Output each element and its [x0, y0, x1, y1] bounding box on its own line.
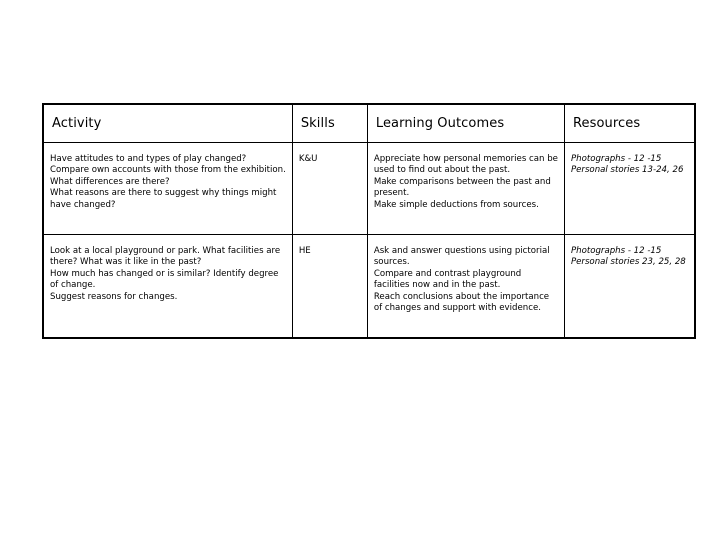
text-line: Compare own accounts with those from the exhibition.: [50, 165, 286, 176]
text-line: Ask and answer questions using pictorial: [373, 246, 550, 256]
header-skills-cell: [292, 104, 367, 143]
header-learning-outcomes: Learning Outcomes: [375, 116, 505, 131]
table-row: [43, 235, 695, 339]
row1-activity-cell: [43, 143, 292, 235]
text-line: Personal stories 13-24, 26: [570, 165, 684, 176]
row2-resources: [565, 235, 695, 269]
text-line: facilities now and in the past.: [373, 280, 501, 291]
text-line: used to find out about the past.: [373, 165, 511, 176]
row1-outcomes-cell: [367, 143, 564, 235]
row1-resources-cell: [564, 143, 695, 235]
text-line: have changed?: [50, 199, 116, 210]
text-line: Appreciate how personal memories can be: [373, 154, 558, 164]
header-skills: Skills: [300, 116, 335, 131]
text-line: What differences are there?: [50, 176, 170, 187]
header-learning-outcomes-cell: [367, 104, 564, 143]
table-header-row: [43, 104, 695, 143]
lesson-plan-table: [42, 103, 696, 339]
row1-skills: [293, 143, 367, 165]
text-line: Personal stories 23, 25, 28: [570, 257, 686, 268]
text-line: How much has changed or is similar? Identify degree: [50, 268, 279, 279]
header-resources: Resources: [572, 116, 641, 131]
header-activity: Activity: [52, 116, 102, 131]
row2-outcomes-cell: [367, 235, 564, 339]
row1-activity: [44, 143, 292, 211]
text-line: K&U: [298, 154, 318, 164]
row2-outcomes: [368, 235, 564, 314]
text-line: HE: [298, 246, 311, 256]
text-line: Suggest reasons for changes.: [50, 291, 178, 302]
text-line: Reach conclusions about the importance: [373, 291, 550, 302]
text-line: of change.: [50, 280, 96, 291]
text-line: Photographs - 12 -15: [570, 154, 662, 164]
text-line: What reasons are there to suggest why things might: [50, 188, 277, 199]
row1-skills-cell: [292, 143, 367, 235]
table-row: [43, 143, 695, 235]
row1-outcomes: [368, 143, 564, 211]
text-line: there? What was it like in the past?: [50, 257, 202, 268]
text-line: sources.: [373, 257, 410, 268]
text-line: Make comparisons between the past and: [373, 176, 551, 187]
row2-skills: [293, 235, 367, 257]
row2-resources-cell: [564, 235, 695, 339]
text-line: Compare and contrast playground: [373, 268, 522, 279]
row2-activity-cell: [43, 235, 292, 339]
row1-resources: [565, 143, 695, 177]
text-line: Make simple deductions from sources.: [373, 199, 539, 210]
text-line: present.: [373, 188, 410, 199]
header-resources-cell: [564, 104, 695, 143]
text-line: of changes and support with evidence.: [373, 303, 541, 314]
text-line: Photographs - 12 -15: [570, 246, 662, 256]
text-line: Look at a local playground or park. What facilities are: [50, 246, 281, 256]
header-activity-cell: [43, 104, 292, 143]
row2-activity: [44, 235, 292, 303]
row2-skills-cell: [292, 235, 367, 339]
text-line: Have attitudes to and types of play changed?: [50, 154, 247, 164]
